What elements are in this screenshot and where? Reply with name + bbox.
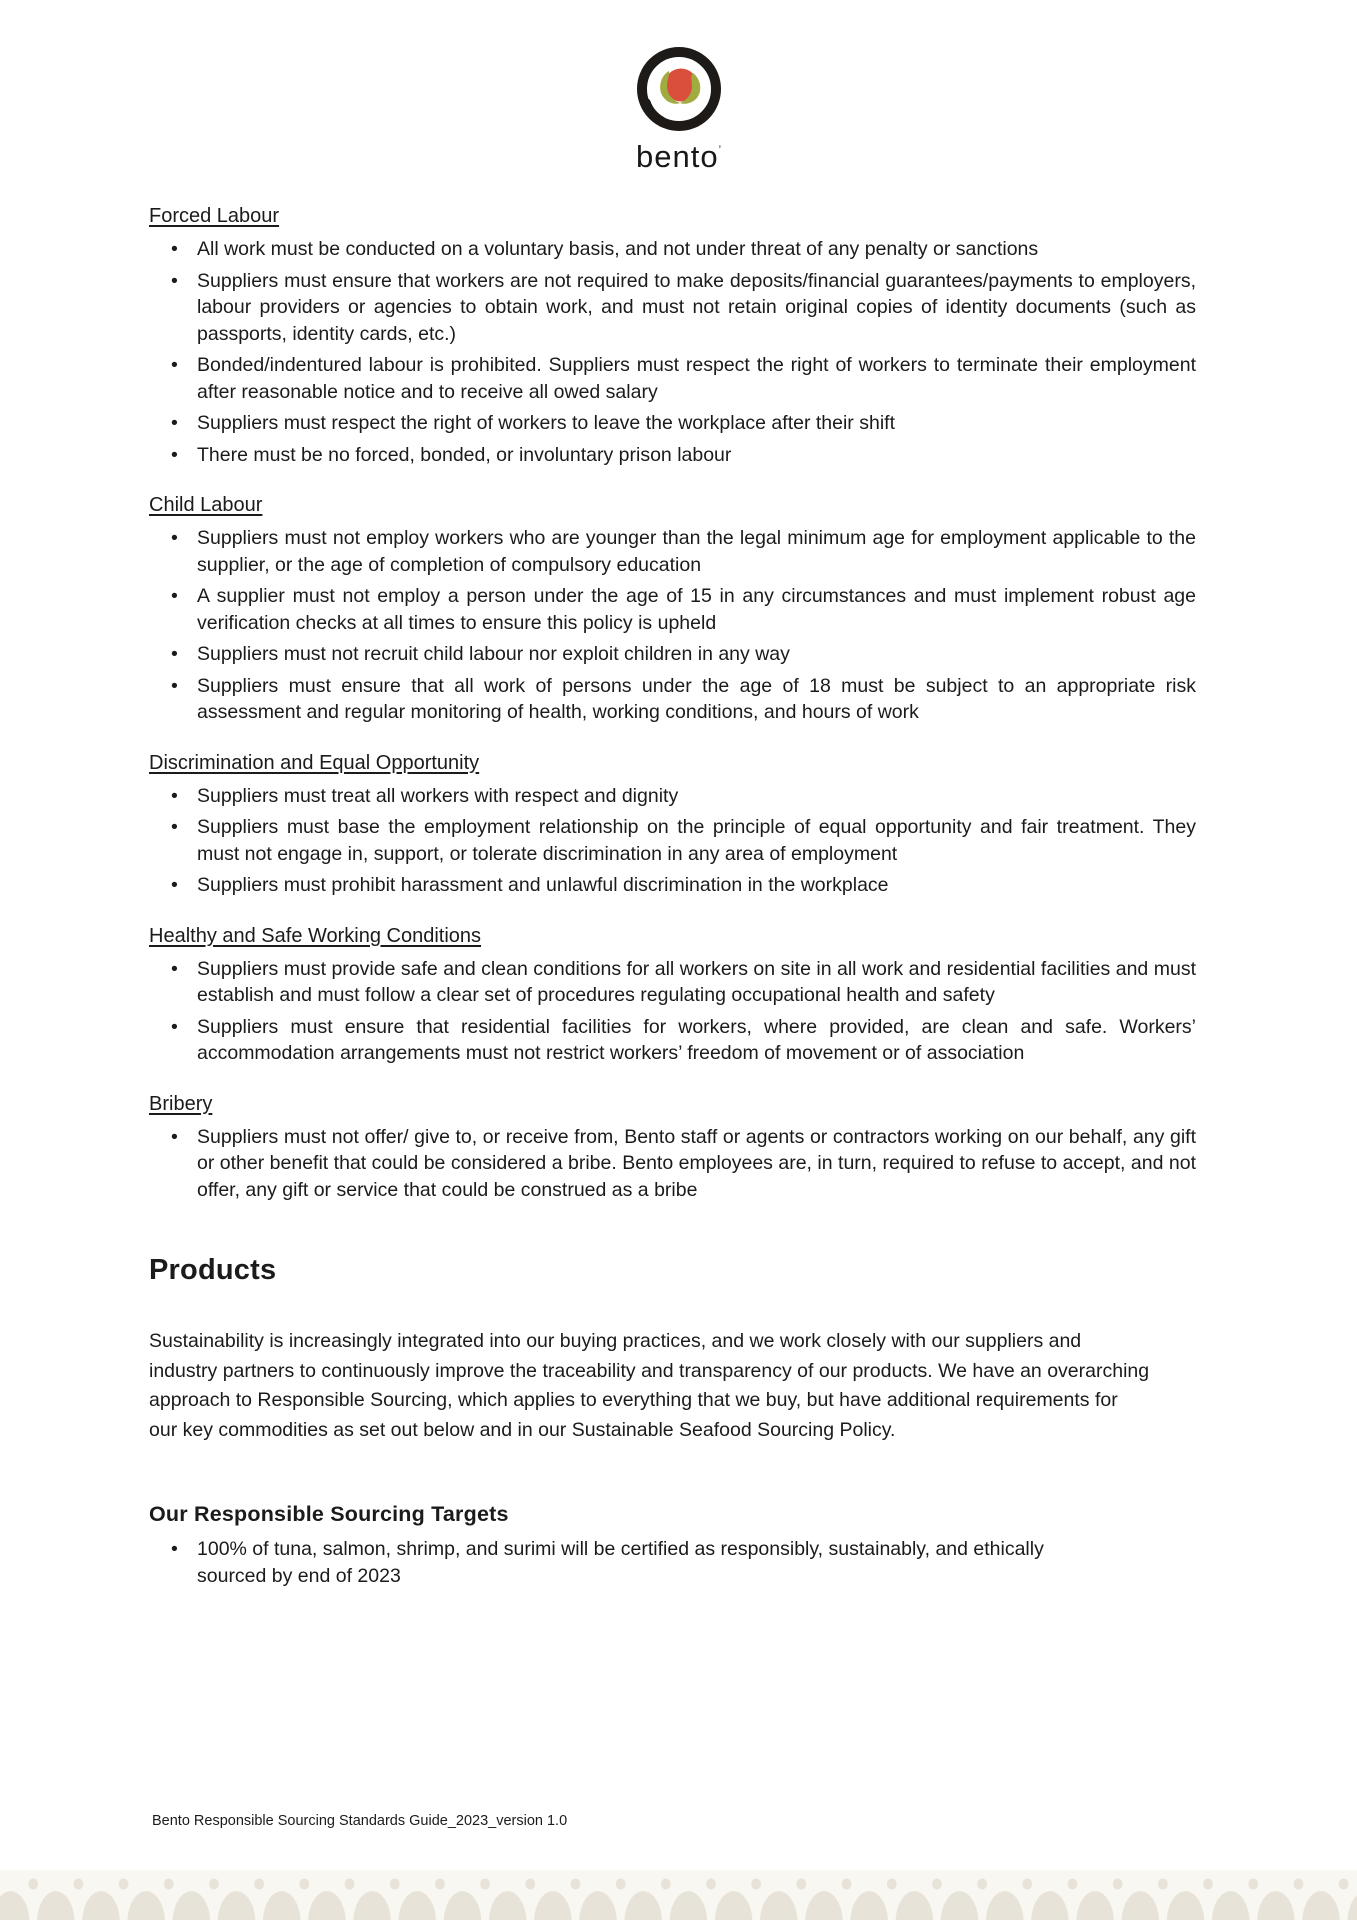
bullet-item: • Suppliers must ensure that all work of persons under the age of 18 must be subject to an appropriate risk assessment and regular monitoring of health, working conditions, and hours of work — [149, 673, 1196, 726]
bullet-item: • All work must be conducted on a voluntary basis, and not under threat of any penalty or sanctions — [149, 236, 1196, 263]
decorative-border — [0, 1870, 1357, 1920]
products-heading: Products — [149, 1254, 277, 1286]
bullet-item: • Suppliers must prohibit harassment and unlawful discrimination in the workplace — [149, 872, 1196, 899]
bullet-item: • Suppliers must not recruit child labour nor exploit children in any way — [149, 641, 1196, 668]
bullet-item: • Suppliers must ensure that workers are not required to make deposits/financial guarantees/payments to employers, labour providers or agencies to obtain work, and must not retain original copies of identity documents (such as passports, identity cards, etc.) — [149, 268, 1196, 348]
section-forced-labour — [149, 203, 1196, 468]
trademark-mark: ’ — [718, 144, 722, 156]
document-body — [149, 203, 1196, 1589]
logo — [0, 0, 1357, 174]
section-heading: Bribery — [149, 1092, 213, 1115]
products-paragraph: Sustainability is increasingly integrated into our buying practices, and we work closely with our suppliers and industry partners to continuously improve the traceability and transparency of our products. We have an overarching approach to Responsible Sourcing, which applies to everything that we buy, but have additional requirements for our key commodities as set out below and in our Sustainable Seafood Sourcing Policy. — [149, 1330, 1150, 1441]
brand-name: bento’ — [635, 139, 722, 174]
section-heading: Forced Labour — [149, 205, 280, 227]
bullet-list — [149, 783, 1196, 899]
section-bribery — [149, 1091, 1196, 1204]
section-heading: Healthy and Safe Working Conditions — [149, 924, 482, 947]
bullet-item: • Suppliers must base the employment relationship on the principle of equal opportunity and fair treatment. They must not engage in, support, or tolerate discrimination in any area of employment — [149, 814, 1196, 867]
bullet-list — [149, 956, 1196, 1067]
targets-bullet-list — [149, 1536, 1196, 1589]
section-health-safety — [149, 923, 1196, 1067]
bullet-item: • Suppliers must treat all workers with respect and dignity — [149, 783, 1196, 810]
targets-heading: Our Responsible Sourcing Targets — [149, 1502, 509, 1526]
footer-text: Bento Responsible Sourcing Standards Guide_2023_version 1.0 — [152, 1813, 568, 1829]
bullet-item: • 100% of tuna, salmon, shrimp, and surimi will be certified as responsibly, sustainably, and ethically sourced by end of 2023 — [149, 1536, 1057, 1589]
bullet-item: • Bonded/indentured labour is prohibited. Suppliers must respect the right of workers to terminate their employment after reasonable notice and to receive all owed salary — [149, 352, 1196, 405]
bullet-item: • Suppliers must provide safe and clean conditions for all workers on site in all work and residential facilities and must establish and must follow a clear set of procedures regulating occupational health and safety — [149, 956, 1196, 1009]
bullet-item: • There must be no forced, bonded, or involuntary prison labour — [149, 442, 1196, 469]
bullet-list — [149, 1124, 1196, 1204]
bullet-item: • Suppliers must ensure that residential facilities for workers, where provided, are clean and safe. Workers’ accommodation arrangements must not restrict workers’ freedom of movement or of association — [149, 1014, 1196, 1067]
section-discrimination — [149, 750, 1196, 899]
bullet-item: • A supplier must not employ a person under the age of 15 in any circumstances and must implement robust age verification checks at all times to ensure this policy is upheld — [149, 583, 1196, 636]
bullet-list — [149, 236, 1196, 468]
bento-logo-icon — [629, 40, 729, 140]
section-heading: Discrimination and Equal Opportunity — [149, 751, 480, 774]
section-child-labour — [149, 492, 1196, 726]
bullet-item: • Suppliers must respect the right of workers to leave the workplace after their shift — [149, 410, 1196, 437]
section-heading: Child Labour — [149, 494, 263, 516]
bullet-item: • Suppliers must not employ workers who are younger than the legal minimum age for employment applicable to the supplier, or the age of completion of compulsory education — [149, 525, 1196, 578]
bullet-item: • Suppliers must not offer/ give to, or receive from, Bento staff or agents or contractors working on our behalf, any gift or other benefit that could be considered a bribe. Bento employees are, in turn, required to refuse to accept, and not offer, any gift or service that could be construed as a bribe — [149, 1124, 1196, 1204]
bullet-list — [149, 525, 1196, 726]
